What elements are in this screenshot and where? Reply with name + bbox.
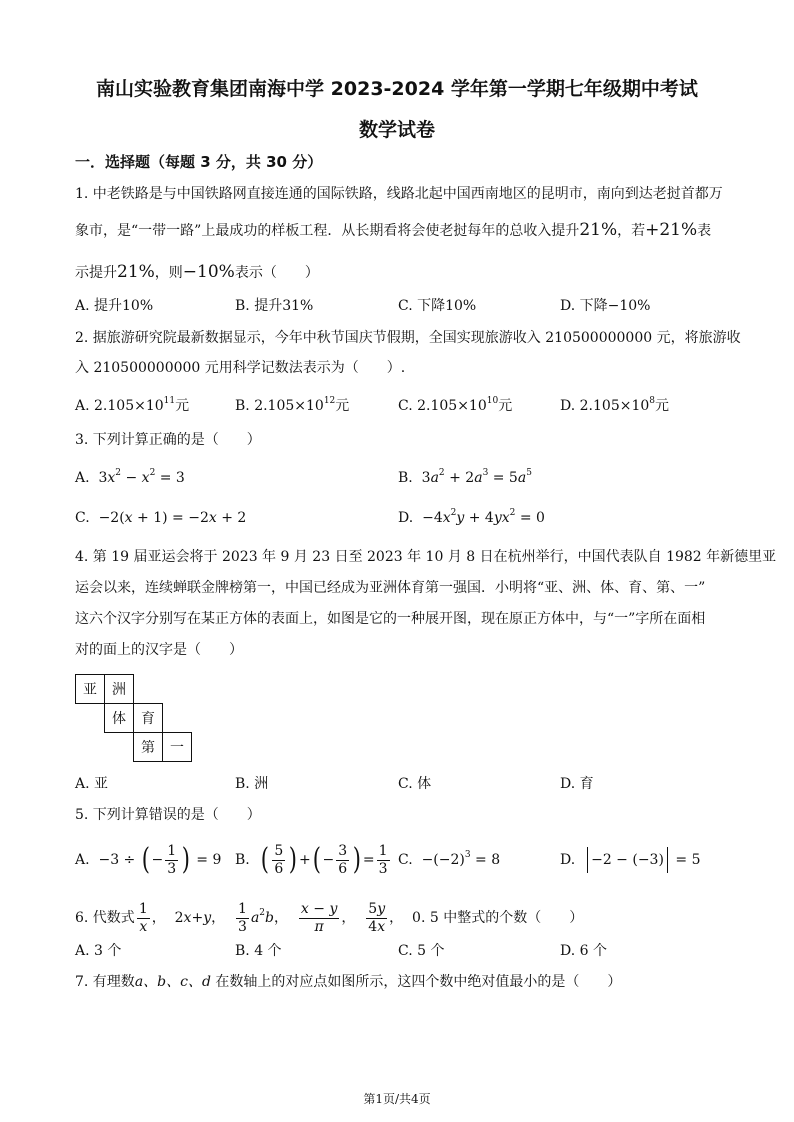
q5-option-d: D. −2 − (−3) = 5 [560,840,700,880]
q1-line3 [75,262,319,283]
q2-b-label: B. [235,398,250,414]
q7-vars: a、b、c、d [134,974,211,990]
q4-line2: 运会以来，连续蝉联金牌榜第一，中国已经成为亚洲体育第一强国．小明将“亚、洲、体、育、第、一” [75,580,706,596]
net-face-3: 体 [104,703,134,733]
q2-b-exp: 12 [323,396,336,406]
q1-line3-text: 示提升 [75,265,117,281]
q6-option-d: D. 6 个 [560,943,607,959]
q5-c-label: C. [398,852,413,868]
q4-option-d: D. 育 [560,776,594,792]
q6-stem: 6. 代数式 $\frac{1}{x}$ ， 2x+y， $\frac{1}{3}$ $a^2b$， $\frac{x - y}{\pi}$ ， $\frac{5y}{4x}$ ， 0. 5 中整式的个数（ ） [75,900,584,935]
q1-line3-ze: ，则 [154,265,183,281]
net-face-1: 亚 [75,674,105,704]
q3-option-c: C. −2(x + 1) = −2x + 2 [75,510,247,526]
q2-d-unit: 元 [655,398,669,414]
q2-c-unit: 元 [498,398,513,414]
q5-b-label: B. [235,852,250,868]
q1-value-plus21: +21% [645,220,698,240]
q2-c-base: 2.105×10 [417,398,487,414]
q2-option-b [235,396,349,416]
q6-option-c: C. 5 个 [398,943,445,959]
q1-line3-end: 表示（ ） [234,265,319,281]
q5-option-c: C. $-(-2)^3 = 8$ [398,850,501,868]
q3-c-label: C. [75,510,90,526]
q2-line1: 2. 据旅游研究院最新数据显示，今年中秋节国庆节假期，全国实现旅游收入 210500000000 元，将旅游收 [75,330,741,346]
q3-a-label: A. [75,470,90,486]
q1-option-b: B. 提升31% [235,298,314,314]
q3-option-b: B. $3a^2 + 2a^3 = 5a^5$ [398,468,532,486]
q6-option-a: A. 3 个 [75,943,122,959]
q6-option-b: B. 4 个 [235,943,282,959]
q4-option-a: A. 亚 [75,776,109,792]
q1-line2-ruo: ，若 [617,223,646,239]
q2-a-unit: 元 [175,398,190,414]
q4-option-b: B. 洲 [235,776,269,792]
q5-a-label: A. [75,852,90,868]
q6-tail: 0. 5 中整式的个数（ ） [412,910,584,926]
q1-line2-end: 表 [697,223,712,239]
q6-prefix: 6. 代数式 [75,910,135,926]
net-face-6: 一 [162,732,192,762]
q2-b-base: 2.105×10 [254,398,324,414]
q1-line2-text: 象市，是“一带一路”上最成功的样板工程．从长期看将会使老挝每年的总收入提升 [75,223,580,239]
net-face-5: 第 [133,732,163,762]
q3-b-label: B. [398,470,413,486]
q1-option-c: C. 下降10% [398,298,477,314]
paper-title: 南山实验教育集团南海中学 2023-2024 学年第一学期七年级期中考试 [96,78,698,100]
q3-d-label: D. [398,510,414,526]
q4-line4: 对的面上的汉字是（ ） [75,642,243,658]
q2-d-exp: 8 [649,396,655,406]
page-footer: 第1页/共4页 [363,1092,431,1106]
q4-line1: 4. 第 19 届亚运会将于 2023 年 9 月 23 日至 2023 年 10 月 8 日在杭州举行，中国代表队自 1982 年新德里亚 [75,549,777,565]
q7-rest: 在数轴上的对应点如图所示，这四个数中绝对值最小的是（ ） [215,974,622,990]
q1-option-d: D. 下降−10% [560,298,651,314]
q2-b-unit: 元 [335,398,350,414]
q2-option-d [560,396,669,416]
q5-stem: 5. 下列计算错误的是（ ） [75,807,261,823]
net-face-4: 育 [133,703,163,733]
q3-option-a: A. $3x^2 - x^2 = 3$ [75,468,185,486]
q5-d-label: D. [560,852,576,868]
q2-option-a [75,396,189,416]
q2-option-c [398,396,512,416]
q7-prefix: 7. 有理数 [75,974,135,990]
paper-subtitle: 数学试卷 [358,119,435,141]
q5-option-b: B. ( $\frac{5}{6}$ ) +( − $\frac{3}{6}$ ) = $\frac{1}{3}$ [235,842,388,877]
q2-d-label: D. [560,398,576,414]
section-header: 一．选择题（每题 3 分，共 30 分） [75,153,323,171]
q3-option-d: D. $-4x^2y + 4yx^2 = 0$ [398,508,545,526]
q2-c-label: C. [398,398,413,414]
q4-option-c: C. 体 [398,776,432,792]
q1-value-21: 21% [579,220,618,240]
q1-option-a: A. 提升10% [75,298,154,314]
q2-a-base: 2.105×10 [94,398,164,414]
q7-stem [75,972,621,992]
q1-value-minus10: −10% [182,262,235,282]
q1-value-21b: 21% [117,262,155,282]
q3-stem: 3. 下列计算正确的是（ ） [75,432,261,448]
q2-d-base: 2.105×10 [579,398,650,414]
q2-a-label: A. [75,398,90,414]
q2-line2: 入 210500000000 元用科学记数法表示为（ ）. [75,360,406,376]
q1-line1: 1. 中老铁路是与中国铁路网直接连通的国际铁路，线路北起中国西南地区的昆明市，南向到达老挝首都万 [75,186,723,202]
q2-a-exp: 11 [163,396,176,406]
q4-line3: 这六个汉字分别写在某正方体的表面上，如图是它的一种展开图，现在原正方体中，与“一”字所在面相 [75,611,706,627]
net-face-2: 洲 [104,674,134,704]
q1-line2 [75,220,711,241]
q2-c-exp: 10 [486,396,499,406]
q5-option-a: A. −3 ÷ ( − $\frac{1}{3}$ ) = 9 [75,842,222,877]
